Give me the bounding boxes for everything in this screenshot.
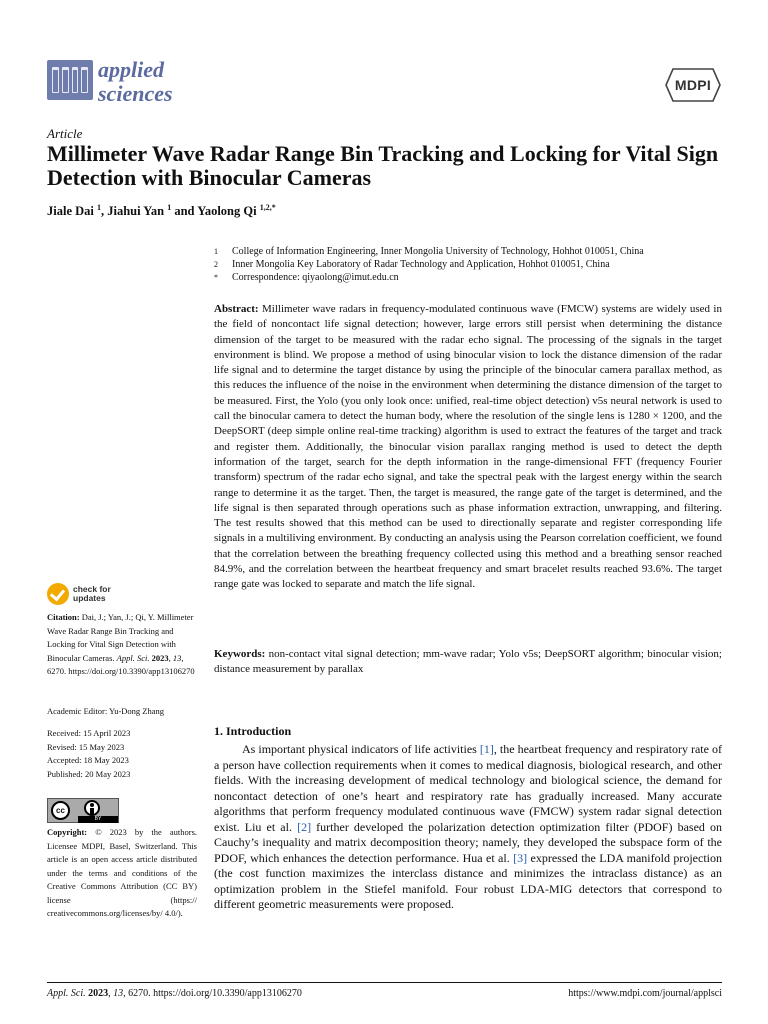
- check-updates-label: check for: [73, 584, 111, 594]
- cc-by-license-badge[interactable]: [47, 798, 119, 823]
- mdpi-logo: [665, 68, 721, 102]
- author-conjunction: and: [174, 204, 195, 219]
- reference-link[interactable]: [2]: [297, 819, 312, 834]
- publication-dates: [47, 727, 197, 781]
- affiliation-mark: 1: [214, 247, 218, 256]
- paper-title: Millimeter Wave Radar Range Bin Tracking and Locking for Vital Sign Detection with Binocular Cameras: [47, 141, 719, 190]
- date-received: Received: 15 April 2023: [47, 728, 131, 738]
- correspondence: [214, 271, 399, 285]
- check-icon: [47, 583, 69, 605]
- body-text: , the heartbeat frequency and respiratory rate of a person have collection requirements when it comes to medical diagnosis, biological research, and other fields. With the increasing development of medical technology and biological science, the demand for noncontact detection of one’s heart and respiratory rate has gradually increased. Many accurate algorithms that perform frequency modulated continuous wave (FMCW) system radar signal detection exist. Liu et al.: [214, 742, 722, 834]
- author-affiliation-mark: 1: [97, 203, 101, 212]
- author-name[interactable]: Jiahui Yan: [107, 204, 165, 219]
- keywords: [214, 647, 722, 678]
- keywords-label: Keywords:: [214, 648, 266, 660]
- body-text: expressed the LDA manifold projection (the cost function maximizes the interclass distance and minimizes the intraclass distance) as an optimization problem in the Stiefel manifold. Four robust LDA-MIG detectors that correspond to different geometric measurements were proposed.: [214, 850, 723, 911]
- affiliation-text: Inner Mongolia Key Laboratory of Radar Technology and Application, Hohhot 010051, China: [232, 259, 610, 270]
- correspondence-text[interactable]: Correspondence: qiyaolong@imut.edu.cn: [232, 272, 399, 283]
- affiliation-mark: 2: [214, 260, 218, 269]
- journal-name-line2: sciences: [98, 81, 173, 106]
- affiliation-mark: *: [214, 273, 218, 282]
- check-updates-label: updates: [73, 593, 106, 603]
- author-list: Jiale Dai $^1$, Jiahui Yan $^1$ and Yaolong Qi $^{1,2,*}$: [47, 203, 276, 219]
- abstract-label: Abstract:: [214, 303, 259, 315]
- citation-text: Dai, J.; Yan, J.; Qi, Y. Millimeter Wave Radar Range Bin Tracking and Locking for Vital Sign Detection with Binocular Cameras.: [47, 612, 194, 663]
- citation-doi[interactable]: , 6270. https://doi.org/10.3390/app13106270: [47, 652, 195, 676]
- journal-name-line1: applied: [98, 57, 164, 82]
- author-affiliation-mark: 1,2,*: [259, 203, 276, 212]
- attribution-person-icon: [84, 800, 100, 816]
- reference-link[interactable]: [3]: [513, 850, 528, 865]
- footer-divider: [47, 982, 722, 983]
- footer-doi[interactable]: , 6270. https://doi.org/10.3390/app13106270: [123, 988, 302, 999]
- copyright-label: Copyright:: [47, 827, 88, 837]
- abstract: [214, 302, 722, 593]
- author-name[interactable]: Jiale Dai: [47, 204, 94, 219]
- cc-icon: cc: [51, 801, 70, 820]
- footer-year: 2023: [88, 988, 109, 999]
- article-type: Article: [47, 126, 83, 141]
- date-accepted: Accepted: 18 May 2023: [47, 755, 129, 765]
- affiliation-text: College of Information Engineering, Inner Mongolia University of Technology, Hohhot 010051, China: [232, 246, 644, 257]
- keywords-text: non-contact vital signal detection; mm-wave radar; Yolo v5s; DeepSORT algorithm; binocular vision; distance measurement by parallax: [214, 648, 722, 676]
- citation-volume: 13: [172, 652, 182, 663]
- date-revised: Revised: 15 May 2023: [47, 741, 125, 752]
- affiliation: [214, 245, 644, 259]
- author-name[interactable]: Yaolong Qi: [197, 204, 257, 219]
- reference-link[interactable]: [1]: [479, 742, 494, 756]
- abstract-text: Millimeter wave radars in frequency-modulated continuous wave (FMCW) systems are widely used in the field of noncontact life signal detection; however, large errors still persist when determining the distance dimension of the target to be measured with the radar echo signal. The processing of the signals in the target environment is blind. We propose a method of using binocular vision to lock the distance dimension of the radar life signal and to determine the target distance by using the principle of the binocular camera parallax method, as this reduces the influence of the noise in the environment when determining the distance dimension of the target to be measured. First, the Yolo (you only look once: unified, real-time object detection) v5s neural network is used to call the binocular camera to detect the human body, where the resolution of the single lens is 1280 × 1200, and the DeepSORT (deep simple online real-time tracking) algorithm is used to extract the features of the target and track and register them. Additionally, the binocular vision parallax ranging method is used to detect the depth information of the target, search for the depth information in the range-dimensional FFT (frequency Fourier transform) spectrum of the radar echo signal, and take the spectral peak with the largest energy within the search range to determine it as the target. Then, the target is measured, the range gate of the target is determined, and the life signal is then separated through operations such as phase information extraction, unwrapping, and filtering. The test results showed that this method can be used to directionally separate and register corresponding life signals in a multiliving environment. By conducting an analysis using the Pearson correlation coefficient, we found that the correlation between the breathing frequency collected using this method and a breathing sensor reached 84.9%, and the correlation between the heartbeat frequency and smart bracelet results reached 93.6%. The target range gate was locked to separate and match the life signal.: [214, 303, 722, 591]
- journal-logo-icon: [47, 60, 93, 100]
- by-label: BY: [78, 816, 118, 823]
- author-affiliation-mark: 1: [167, 203, 172, 212]
- affiliation: [214, 258, 610, 272]
- introduction-paragraph: [214, 742, 722, 913]
- academic-editor: Academic Editor: Yu-Dong Zhang: [47, 706, 164, 716]
- publisher-name: MDPI: [674, 77, 712, 93]
- footer-volume: 13: [113, 988, 124, 999]
- copyright-notice: [47, 826, 197, 921]
- citation-year: 2023: [151, 652, 169, 663]
- citation-journal: Appl. Sci.: [116, 652, 150, 663]
- footer-journal: Appl. Sci.: [47, 988, 86, 999]
- date-published: Published: 20 May 2023: [47, 768, 131, 779]
- footer-journal-url[interactable]: https://www.mdpi.com/journal/applsci: [568, 988, 722, 999]
- section-heading: 1. Introduction: [214, 724, 292, 738]
- citation-label: Citation:: [47, 612, 80, 622]
- body-text: further developed the polarization detection optimization filter (PDOF) based on Cauchy’s inequality and matrix decomposition theory; namely, they developed the subspace form of the PDOF, which enhances the detection performance. Hua et al.: [214, 819, 722, 865]
- citation: Citation: Dai, J.; Yan, J.; Qi, Y. Millimeter Wave Radar Range Bin Tracking and Locking for Vital Sign Detection with Binocular Cameras. Appl. Sci. 2023, 13, 6270. https://doi.org/10.3390/app13106270: [47, 612, 195, 676]
- body-text: As important physical indicators of life activities: [242, 742, 480, 756]
- footer-citation: Appl. Sci. 2023, 13, 6270. https://doi.org/10.3390/app13106270: [47, 988, 302, 999]
- copyright-text: © 2023 by the authors. Licensee MDPI, Basel, Switzerland. This article is an open access article distributed under the terms and conditions of the Creative Commons Attribution (CC BY) license (https:// creativecommons.org/licenses/by/ 4.0/).: [47, 827, 197, 918]
- check-for-updates-button[interactable]: [47, 583, 147, 607]
